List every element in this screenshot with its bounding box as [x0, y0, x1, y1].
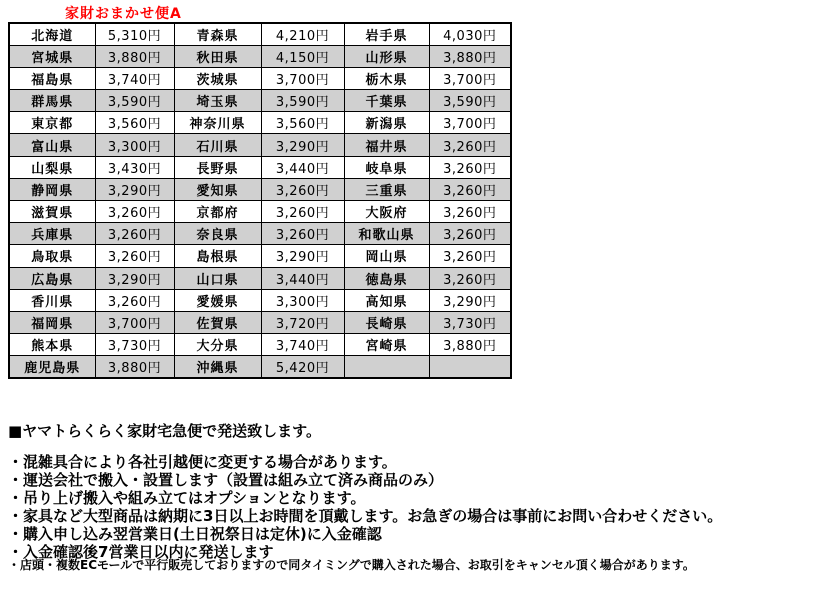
price-cell: 3,260円: [261, 201, 344, 223]
prefecture-cell: 高知県: [344, 289, 429, 311]
table-row: [9, 90, 511, 112]
prefecture-cell: 石川県: [174, 134, 261, 156]
prefecture-cell: 富山県: [9, 134, 95, 156]
price-cell: 3,260円: [95, 245, 174, 267]
price-cell: 3,700円: [429, 67, 511, 89]
prefecture-cell: 兵庫県: [9, 223, 95, 245]
prefecture-cell: 岐阜県: [344, 156, 429, 178]
table-row: [9, 356, 511, 378]
prefecture-cell: 熊本県: [9, 334, 95, 356]
prefecture-cell: 長野県: [174, 156, 261, 178]
prefecture-cell: 愛媛県: [174, 289, 261, 311]
table-row: [9, 267, 511, 289]
prefecture-cell: 福井県: [344, 134, 429, 156]
note-line: ・吊り上げ搬入や組み立てはオプションとなります。: [8, 489, 366, 507]
price-cell: 3,300円: [261, 289, 344, 311]
price-cell: 3,740円: [261, 334, 344, 356]
note-line: ・運送会社で搬入・設置します（設置は組み立て済み商品のみ）: [8, 471, 444, 489]
price-cell: 3,560円: [261, 112, 344, 134]
table-row: [9, 311, 511, 333]
prefecture-cell: 群馬県: [9, 90, 95, 112]
prefecture-cell: 奈良県: [174, 223, 261, 245]
prefecture-cell: 宮城県: [9, 45, 95, 67]
price-cell: 3,740円: [95, 67, 174, 89]
prefecture-cell: 山梨県: [9, 156, 95, 178]
prefecture-cell: 大阪府: [344, 201, 429, 223]
price-cell: 4,030円: [429, 23, 511, 45]
prefecture-cell: 徳島県: [344, 267, 429, 289]
prefecture-cell: 静岡県: [9, 178, 95, 200]
prefecture-cell: 三重県: [344, 178, 429, 200]
price-cell: 3,260円: [429, 223, 511, 245]
table-row: [9, 245, 511, 267]
prefecture-cell: 愛知県: [174, 178, 261, 200]
prefecture-cell: 埼玉県: [174, 90, 261, 112]
price-cell: 3,430円: [95, 156, 174, 178]
prefecture-cell: 京都府: [174, 201, 261, 223]
price-cell: 3,440円: [261, 156, 344, 178]
prefecture-cell: 鳥取県: [9, 245, 95, 267]
fee-table-title: 家財おまかせ便A: [65, 6, 182, 22]
prefecture-cell: 広島県: [9, 267, 95, 289]
note-line: ・家具など大型商品は納期に3日以上お時間を頂戴します。お急ぎの場合は事前にお問い合わせください。: [8, 507, 723, 525]
prefecture-cell: 島根県: [174, 245, 261, 267]
prefecture-cell: 宮崎県: [344, 334, 429, 356]
price-cell: 3,880円: [429, 334, 511, 356]
price-cell: 3,730円: [95, 334, 174, 356]
note-line: ・購入申し込み翌営業日(土日祝祭日は定休)に入金確認: [8, 525, 382, 543]
prefecture-cell: 長崎県: [344, 311, 429, 333]
price-cell: 5,310円: [95, 23, 174, 45]
prefecture-cell: 岩手県: [344, 23, 429, 45]
price-cell: 3,260円: [95, 223, 174, 245]
table-row: [9, 334, 511, 356]
price-cell: 3,260円: [429, 178, 511, 200]
price-cell: 3,700円: [429, 112, 511, 134]
price-cell: 3,290円: [429, 289, 511, 311]
prefecture-cell: 滋賀県: [9, 201, 95, 223]
table-row: [9, 112, 511, 134]
table-row: [9, 45, 511, 67]
price-cell: 3,700円: [95, 311, 174, 333]
table-row: [9, 201, 511, 223]
price-cell: 3,290円: [95, 178, 174, 200]
price-cell: 3,260円: [429, 267, 511, 289]
price-cell: [429, 356, 511, 378]
price-cell: 3,590円: [429, 90, 511, 112]
prefecture-cell: [344, 356, 429, 378]
price-cell: 3,260円: [261, 223, 344, 245]
prefecture-cell: 鹿児島県: [9, 356, 95, 378]
prefecture-cell: 和歌山県: [344, 223, 429, 245]
prefecture-cell: 青森県: [174, 23, 261, 45]
price-cell: 3,260円: [95, 289, 174, 311]
prefecture-cell: 岡山県: [344, 245, 429, 267]
price-cell: 3,290円: [261, 134, 344, 156]
price-cell: 3,260円: [429, 156, 511, 178]
price-cell: 3,440円: [261, 267, 344, 289]
table-row: [9, 23, 511, 45]
price-cell: 4,210円: [261, 23, 344, 45]
table-row: [9, 156, 511, 178]
prefecture-cell: 北海道: [9, 23, 95, 45]
table-row: [9, 134, 511, 156]
prefecture-cell: 神奈川県: [174, 112, 261, 134]
price-cell: 3,300円: [95, 134, 174, 156]
price-cell: 3,880円: [95, 45, 174, 67]
note-line: ・入金確認後7営業日以内に発送します: [8, 543, 274, 561]
price-cell: 3,590円: [95, 90, 174, 112]
prefecture-cell: 秋田県: [174, 45, 261, 67]
prefecture-cell: 佐賀県: [174, 311, 261, 333]
notes-bullet-list: [8, 453, 818, 561]
price-cell: 3,290円: [261, 245, 344, 267]
price-cell: 3,260円: [95, 201, 174, 223]
prefecture-cell: 東京都: [9, 112, 95, 134]
table-row: [9, 223, 511, 245]
footnote: ・店頭・複数ECモールで平行販売しておりますので同タイミングで購入された場合、お取引をキャンセル頂く場合があります。: [8, 558, 695, 572]
prefecture-cell: 福島県: [9, 67, 95, 89]
price-cell: 3,560円: [95, 112, 174, 134]
price-cell: 3,590円: [261, 90, 344, 112]
note-line: ・混雑具合により各社引越便に変更する場合があります。: [8, 453, 397, 471]
price-cell: 3,260円: [261, 178, 344, 200]
price-cell: 3,880円: [429, 45, 511, 67]
table-row: [9, 178, 511, 200]
price-cell: 5,420円: [261, 356, 344, 378]
price-cell: 4,150円: [261, 45, 344, 67]
prefecture-cell: 茨城県: [174, 67, 261, 89]
shipping-fee-table: [8, 22, 512, 379]
prefecture-cell: 福岡県: [9, 311, 95, 333]
prefecture-cell: 大分県: [174, 334, 261, 356]
price-cell: 3,260円: [429, 245, 511, 267]
prefecture-cell: 千葉県: [344, 90, 429, 112]
price-cell: 3,700円: [261, 67, 344, 89]
prefecture-cell: 栃木県: [344, 67, 429, 89]
table-row: [9, 67, 511, 89]
prefecture-cell: 山形県: [344, 45, 429, 67]
notes-heading: ■ヤマトらくらく家財宅急便で発送致します。: [8, 422, 321, 440]
price-cell: 3,730円: [429, 311, 511, 333]
prefecture-cell: 新潟県: [344, 112, 429, 134]
price-cell: 3,260円: [429, 201, 511, 223]
price-cell: 3,880円: [95, 356, 174, 378]
prefecture-cell: 山口県: [174, 267, 261, 289]
notes-section: [8, 420, 818, 561]
prefecture-cell: 香川県: [9, 289, 95, 311]
prefecture-cell: 沖縄県: [174, 356, 261, 378]
price-cell: 3,260円: [429, 134, 511, 156]
price-cell: 3,290円: [95, 267, 174, 289]
table-row: [9, 289, 511, 311]
price-cell: 3,720円: [261, 311, 344, 333]
